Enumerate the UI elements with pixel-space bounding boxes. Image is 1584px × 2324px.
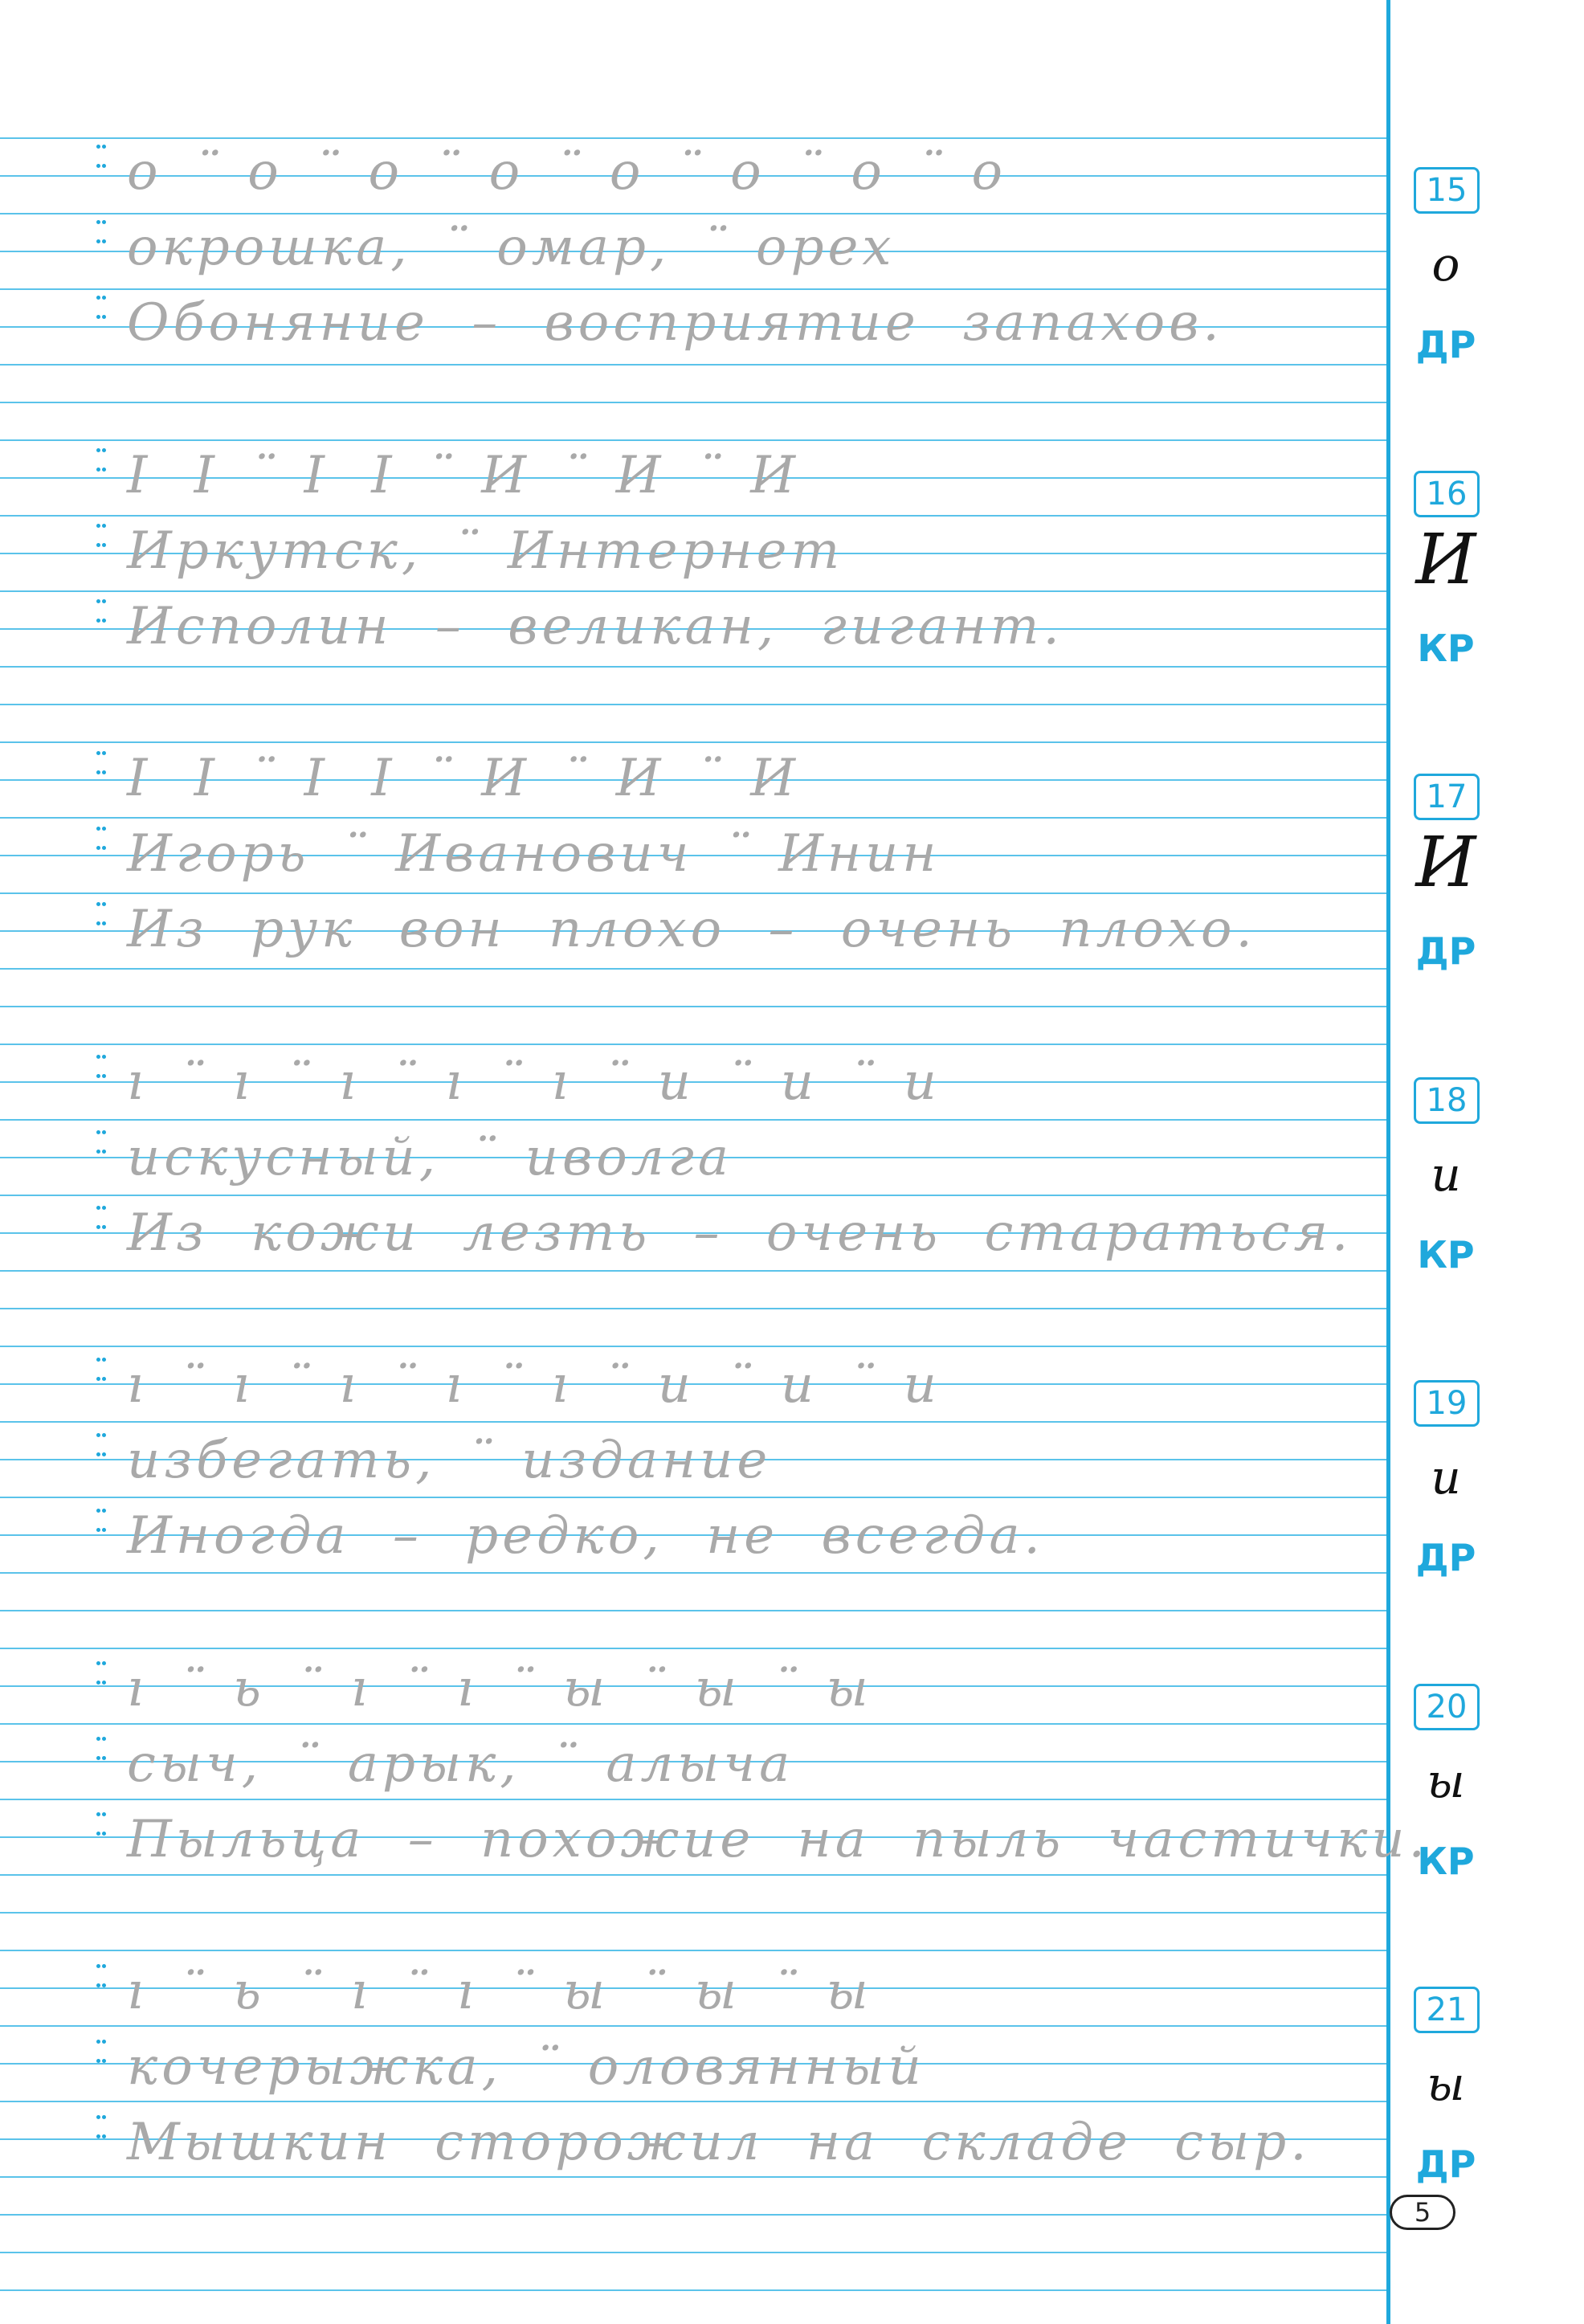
tracing-text: ı ̈ь ̈ı ̈ı ̈ы ̈ы ̈ы (127, 1659, 872, 1718)
tracing-text: избегать, ̈издание (127, 1431, 772, 1490)
sample-letter: И (1415, 520, 1476, 600)
exercise-number-badge: 19 (1414, 1380, 1480, 1427)
start-dots-marker (96, 1127, 108, 1159)
start-dots-marker (96, 748, 108, 780)
tracing-text: ı ̈ı ̈ı ̈ı ̈ı ̈и ̈и ̈и (127, 1355, 941, 1415)
sample-letter: и (1431, 1450, 1461, 1505)
exercise-number-badge: 16 (1414, 471, 1480, 517)
tracing-text: кочерыжка, ̈оловянный (127, 2037, 925, 2097)
tracing-row (0, 896, 1382, 971)
exercise-number-badge: 17 (1414, 774, 1480, 820)
exercise-number-badge: 21 (1414, 1987, 1480, 2033)
tracing-text: Иркутск, ̈Интернет (127, 521, 844, 581)
start-dots-marker (96, 2112, 108, 2144)
tracing-text: ı ̈ь ̈ı ̈ı ̈ы ̈ы ̈ы (127, 1962, 872, 2021)
start-dots-marker (96, 521, 108, 553)
tracing-row (0, 593, 1382, 668)
exercise-block (0, 745, 1584, 1018)
sample-letter: и (1431, 1147, 1461, 1202)
start-dots-marker (96, 217, 108, 249)
tracing-text: ı ̈ı ̈ı ̈ı ̈ı ̈и ̈и ̈и (127, 1052, 941, 1112)
sample-letter: ы (1427, 1754, 1465, 1808)
tracing-text: окрошка, ̈омар, ̈орех (127, 218, 896, 277)
exercise-block (0, 1351, 1584, 1624)
tracing-row (0, 1427, 1382, 1502)
start-dots-marker (96, 1961, 108, 1993)
start-dots-marker (96, 899, 108, 931)
tracing-row (0, 442, 1382, 517)
tracing-text: Обоняние – восприятие запахов. (127, 293, 1223, 353)
sample-letter: ы (1427, 2056, 1465, 2111)
tracing-text: Мышкин сторожил на складе сыр. (127, 2113, 1311, 2172)
exercise-number-badge: 15 (1414, 167, 1480, 214)
tracing-row (0, 1048, 1382, 1124)
tracing-row (0, 1730, 1382, 1806)
tracing-row (0, 1502, 1382, 1578)
exercise-code-label: ДР (1415, 323, 1476, 366)
exercise-block (0, 1655, 1584, 1928)
tracing-text: Иногда – редко, не всегда. (127, 1506, 1044, 1566)
tracing-text: Игорь ̈Иванович ̈Инин (127, 824, 941, 884)
tracing-row (0, 1958, 1382, 2033)
exercise-code-label: ДР (1415, 2142, 1476, 2186)
start-dots-marker (96, 1505, 108, 1538)
start-dots-marker (96, 1354, 108, 1387)
exercise-code-label: КР (1417, 1840, 1475, 1883)
sample-letter: о (1431, 237, 1460, 292)
tracing-text: о ̈о ̈о ̈о ̈о ̈о ̈о ̈о (127, 142, 1007, 202)
exercise-code-label: ДР (1415, 929, 1476, 973)
tracing-row (0, 820, 1382, 896)
start-dots-marker (96, 445, 108, 477)
tracing-text: І І ̈І І ̈И ̈И ̈И (127, 446, 799, 505)
tracing-row (0, 1655, 1382, 1730)
start-dots-marker (96, 1734, 108, 1766)
exercise-code-label: КР (1417, 627, 1475, 670)
start-dots-marker (96, 596, 108, 628)
start-dots-marker (96, 1203, 108, 1235)
start-dots-marker (96, 141, 108, 174)
tracing-text: Исполин – великан, гигант. (127, 597, 1063, 656)
exercise-block (0, 442, 1584, 715)
exercise-block (0, 1958, 1584, 2231)
exercise-block (0, 1048, 1584, 1321)
start-dots-marker (96, 823, 108, 856)
tracing-row (0, 2033, 1382, 2109)
start-dots-marker (96, 1809, 108, 1841)
tracing-text: сыч, ̈арык, ̈алыча (127, 1734, 794, 1794)
start-dots-marker (96, 1658, 108, 1690)
exercise-number-badge: 20 (1414, 1684, 1480, 1730)
tracing-row (0, 2109, 1382, 2184)
exercise-code-label: КР (1417, 1233, 1475, 1276)
tracing-row (0, 745, 1382, 820)
exercise-block (0, 138, 1584, 411)
tracing-row (0, 1199, 1382, 1275)
tracing-row (0, 1351, 1382, 1427)
start-dots-marker (96, 292, 108, 325)
page-number: 5 (1390, 2195, 1455, 2230)
exercise-number-badge: 18 (1414, 1077, 1480, 1124)
tracing-text: І І ̈І І ̈И ̈И ̈И (127, 749, 799, 808)
tracing-text: искусный, ̈иволга (127, 1128, 733, 1187)
tracing-row (0, 214, 1382, 289)
tracing-row (0, 1806, 1429, 1881)
tracing-row (0, 138, 1382, 214)
sample-letter: И (1415, 823, 1476, 903)
exercise-code-label: ДР (1415, 1536, 1476, 1579)
start-dots-marker (96, 1430, 108, 1462)
start-dots-marker (96, 2036, 108, 2069)
tracing-text: Из кожи лезть – очень стараться. (127, 1203, 1353, 1263)
tracing-text: Пыльца – похожие на пыль частички. (127, 1810, 1429, 1869)
tracing-row (0, 517, 1382, 593)
tracing-row (0, 289, 1382, 365)
tracing-row (0, 1124, 1382, 1199)
start-dots-marker (96, 1052, 108, 1084)
tracing-text: Из рук вон плохо – очень плохо. (127, 900, 1256, 959)
